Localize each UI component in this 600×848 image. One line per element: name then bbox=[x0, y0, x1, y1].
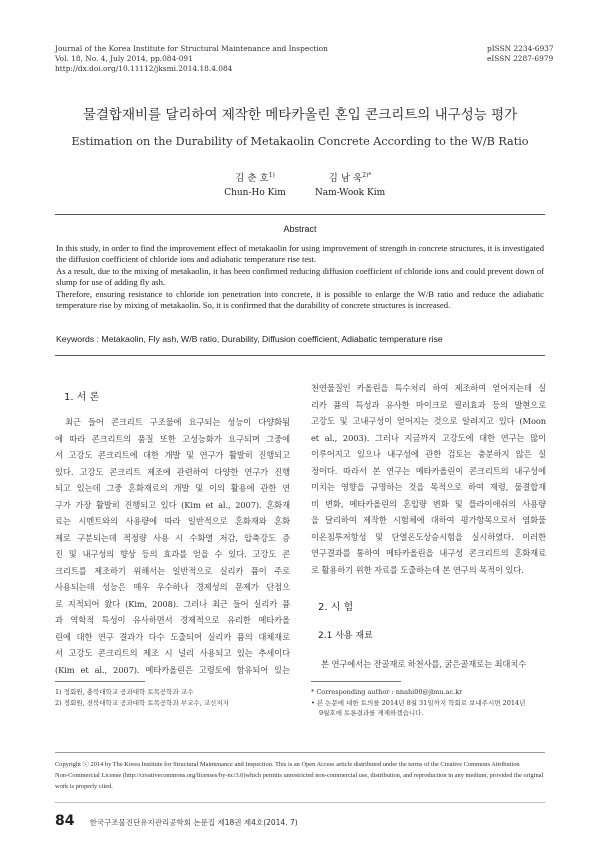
text-line: 이온침투저항성 및 단열온도상승시험을 실시하였다. 이러한 bbox=[311, 531, 546, 542]
text-line: 로 활용하기 위한 자료를 도출하는데 본 연구의 목적이 있다. bbox=[311, 564, 524, 575]
page-number: 84 bbox=[55, 813, 75, 829]
author-2-korean: 김 남 욱 bbox=[328, 173, 363, 184]
footnotes-right bbox=[311, 687, 551, 719]
text-line: 정이다. 따라서 본 연구는 메타카올린이 콘크리트의 내구성에 bbox=[311, 465, 546, 476]
text-line: 서 고강도 콘크리트의 제조 시 널리 사용되고 있는 추세이다 bbox=[55, 648, 290, 658]
author-2 bbox=[305, 169, 395, 200]
section-1-heading: 1. 서 론 bbox=[64, 392, 100, 403]
page-footer bbox=[55, 810, 298, 829]
abstract-heading: Abstract bbox=[283, 224, 317, 234]
left-column-text bbox=[55, 414, 290, 678]
abstract-paragraph: In this study, in order to find the improvement effect of metakaolin for using improvement of strength in concrete structures, it is investigated the diffusion coefficient of chloride ions and adiabatic temperature rise test. bbox=[56, 243, 544, 265]
footer-rule bbox=[55, 802, 545, 803]
copyright-line: Copyright ⓒ 2014 by The Korea Institute for Structural Maintenance and Inspection. This is an Open Access article distributed under the terms of the Creative Commons Attribution bbox=[55, 761, 520, 768]
text-line: 크리트를 제조하기 위해서는 일반적으로 실리카 퓸이 주로 bbox=[55, 565, 290, 576]
footnote-rule-right bbox=[311, 681, 401, 682]
issn-block bbox=[487, 44, 554, 64]
text-line: 구가 가장 활발히 진행되고 있다 (Kim et al., 2007). 혼화재 bbox=[55, 499, 290, 510]
journal-citation-korean: 한국구조물진단유지관리공학회 논문집 제18권 제4호(2014. 7) bbox=[89, 818, 298, 827]
copyright-rule bbox=[55, 752, 545, 753]
subsection-2-1-heading: 2.1 사용 재료 bbox=[318, 631, 373, 641]
author-1 bbox=[215, 169, 295, 200]
text-line: 미치는 영향을 규명하는 것을 목적으로 하여 재령, 물결합재 bbox=[311, 482, 546, 492]
text-line: 에 따라 콘크리트의 품질 또한 고성능화가 요구되며 그중에 bbox=[55, 433, 290, 444]
section-2-heading: 2. 시 험 bbox=[318, 602, 354, 613]
author-2-affil: 2)* bbox=[362, 172, 372, 179]
footnote: • 본 논문에 대한 토의를 2014년 8월 31일까지 학회로 보내주시면 2014년 bbox=[311, 698, 526, 707]
text-line: 리카 퓸의 특성과 유사한 마이크로 필러효과 등의 발현으로 bbox=[311, 399, 546, 410]
text-line: (Kim et al., 2007). 메타카올린은 고령토에 함유되어 있는 bbox=[55, 664, 290, 675]
text-line: 비 변화, 메타카올린의 혼입량 변화 및 플라이애쉬의 사용량 bbox=[311, 498, 546, 509]
pissn: pISSN 2234-6937 bbox=[487, 44, 554, 53]
journal-header bbox=[55, 44, 328, 74]
footnote-rule-left bbox=[55, 681, 145, 682]
copyright-line: work is properly cited. bbox=[55, 782, 113, 790]
footnote: 2) 정회원, 전북대학교 공과대학 토목공학과 부교수, 교신저자 bbox=[55, 698, 229, 707]
copyright-line: Non-Commercial License (http://creativecommons.org/licenses/by-nc/3.0)which permits unrestricted non-commercial use, distribution, and reproduction in any medium, provided the original bbox=[55, 771, 544, 779]
footnotes-left bbox=[55, 687, 295, 708]
footnote: 9월호에 토론결과를 게재하겠습니다. bbox=[319, 709, 424, 717]
text-line: 이루어지고 있으나 내구성에 관한 검토는 충분하지 않은 실 bbox=[311, 449, 546, 459]
text-line: 과 역학적 특성이 유사하면서 경제적으로 유리한 메타카올 bbox=[55, 615, 290, 625]
abstract-paragraph: Therefore, ensuring resistance to chloride ion penetration into concrete, it is possible to enlarge the W/B ratio and reduce the adiabatic temperature rise by mixing of metakaolin. So, it is confirmed that the durability of concrete structures is increased. bbox=[56, 288, 544, 311]
text-line: 료는 시멘트와의 사용량에 따라 일반적으로 혼화재와 혼화 bbox=[55, 516, 290, 526]
right-column-text bbox=[311, 380, 546, 578]
title-english: Estimation on the Durability of Metakaolin Concrete According to the W/B Ratio bbox=[71, 135, 529, 148]
text-line: 있다. 고강도 콘크리트 제조에 관련하여 다양한 연구가 진행 bbox=[55, 466, 290, 477]
text-line: 고강도 및 고내구성이 얻어지는 것으로 알려지고 있다 (Moon bbox=[311, 416, 546, 426]
text-line: 되고 있는데 그중 혼화재료의 개발 및 이의 활용에 관한 연 bbox=[55, 483, 290, 493]
text-line: 최근 들어 콘크리트 구조물에 요구되는 성능이 다양화됨 bbox=[65, 417, 290, 427]
author-1-affil: 1) bbox=[268, 172, 275, 179]
text-line: et al., 2003). 그러나 지금까지 고강도에 대한 연구는 많이 bbox=[311, 432, 546, 443]
abstract-paragraph: As a result, due to the mixing of metakaolin, it has been confirmed reducing diffusion coefficient of chloride ions and could prevent down of slump for use of adding fly ash. bbox=[56, 265, 544, 288]
footnote: 1) 정회원, 충북대학교 공과대학 토목공학과 교수 bbox=[55, 688, 194, 696]
title-korean: 물결합재비를 달리하여 제작한 메타카올린 혼입 콘크리트의 내구성능 평가 bbox=[82, 107, 518, 123]
author-1-english: Chun-Ho Kim bbox=[224, 188, 286, 198]
text-line: 진 및 내구성의 향상 등의 효과를 얻을 수 있다. 고강도 콘 bbox=[55, 549, 290, 559]
keywords: Keywords : Metakaolin, Fly ash, W/B ratio, Durability, Diffusion coefficient, Adiabatic temperature rise bbox=[56, 334, 443, 344]
abstract-body bbox=[56, 243, 544, 311]
text-line: 제로 구분되는데 적정량 사용 시 수화열 저감, 압축강도 증 bbox=[55, 532, 290, 543]
abstract-top-rule bbox=[55, 214, 545, 215]
text-line: 연구결과를 통하여 메타카올린을 내구성 콘크리트의 혼화재료 bbox=[311, 548, 546, 558]
abstract-bottom-rule bbox=[55, 355, 545, 356]
footnote: * Corresponding author : nnahi00@jbnu.ac.kr bbox=[311, 688, 463, 696]
author-2-english: Nam-Wook Kim bbox=[314, 188, 386, 198]
journal-name: Journal of the Korea Institute for Structural Maintenance and Inspection bbox=[55, 44, 328, 53]
text-line: 로 지적되어 왔다 (Kim, 2008). 그러나 최근 들어 실리카 퓸 bbox=[55, 598, 290, 609]
volume-info: Vol. 18, No. 4, July 2014, pp.084-091 bbox=[55, 54, 193, 63]
copyright-notice bbox=[55, 760, 545, 792]
text-line: 사용되는데 성능은 매우 우수하나 경제성의 문제가 단점으 bbox=[55, 582, 290, 592]
text-line: 서 고강도 콘크리트에 대한 개발 및 연구가 활발히 진행되고 bbox=[55, 450, 290, 460]
text-line: 을 달리하여 제작한 시험체에 대하여 평가항목으로서 염화물 bbox=[311, 515, 546, 525]
text-line: 천연물질인 카올린을 특수처리 하여 제조하여 얻어지는데 실 bbox=[311, 383, 546, 393]
eissn: eISSN 2287-6979 bbox=[487, 54, 554, 63]
subsection-2-1-text: 본 연구에서는 잔골재로 하천사를, 굵은골재로는 최대치수 bbox=[321, 659, 527, 669]
doi-link[interactable]: http://dx.doi.org/10.11112/jksmi.2014.18.4.084 bbox=[55, 64, 233, 73]
text-line: 린에 대한 연구 결과가 다수 도출되어 실리카 퓸의 대체재로 bbox=[55, 631, 290, 642]
author-1-korean: 김 춘 호 bbox=[235, 173, 269, 184]
